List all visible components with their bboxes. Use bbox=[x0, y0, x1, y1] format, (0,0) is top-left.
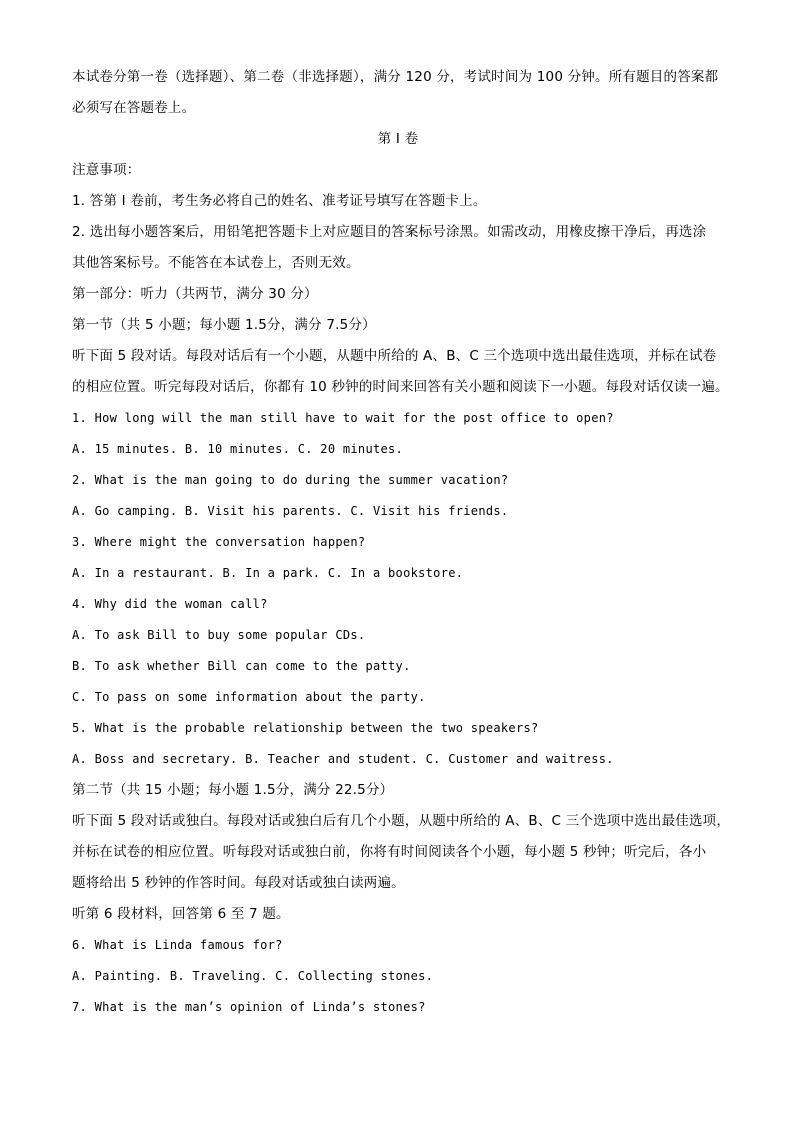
question-4: 4. Why did the woman call? bbox=[72, 597, 268, 611]
question-6-options: A. Painting. B. Traveling. C. Collecting stones. bbox=[72, 969, 434, 983]
question-4-option-b: B. To ask whether Bill can come to the patty. bbox=[72, 659, 411, 673]
question-1-options: A. 15 minutes. B. 10 minutes. C. 20 minutes. bbox=[72, 442, 404, 456]
section2-instruction-line-2: 并标在试卷的相应位置。听每段对话或独白前，你将有时间阅读各个小题，每小题 5 秒钟；听完后，各小 bbox=[72, 844, 707, 860]
section1-instruction-line-1: 听下面 5 段对话。每段对话后有一个小题，从题中所给的 A、B、C 三个选项中选出最佳选项，并标在试卷 bbox=[72, 348, 717, 364]
question-4-option-a: A. To ask Bill to buy some popular CDs. bbox=[72, 628, 366, 642]
notice-item-2-line-1: 2. 选出每小题答案后，用铅笔把答题卡上对应题目的答案标号涂黑。如需改动，用橡皮擦干净后，再选涂 bbox=[72, 224, 707, 240]
material-note: 听第 6 段材料，回答第 6 至 7 题。 bbox=[72, 906, 290, 922]
notice-item-2-line-2: 其他答案标号。不能答在本试卷上，否则无效。 bbox=[72, 255, 360, 271]
intro-line-2: 必须写在答题卷上。 bbox=[72, 100, 196, 116]
question-2-options: A. Go camping. B. Visit his parents. C. Visit his friends. bbox=[72, 504, 509, 518]
intro-line-1: 本试卷分第一卷（选择题）、第二卷（非选择题），满分 120 分，考试时间为 100 分钟。所有题目的答案都 bbox=[72, 69, 719, 85]
notice-heading: 注意事项： bbox=[72, 162, 141, 178]
section1-instruction-line-2: 的相应位置。听完每段对话后，你都有 10 秒钟的时间来回答有关小题和阅读下一小题。每段对话仅读一遍。 bbox=[72, 379, 729, 395]
section2-instruction-line-1: 听下面 5 段对话或独白。每段对话或独白后有几个小题，从题中所给的 A、B、C 三个选项中选出最佳选项， bbox=[72, 813, 731, 829]
question-4-option-c: C. To pass on some information about the party. bbox=[72, 690, 426, 704]
section2-heading: 第二节（共 15 小题；每小题 1.5分，满分 22.5分） bbox=[72, 782, 394, 798]
question-2: 2. What is the man going to do during the summer vacation? bbox=[72, 473, 509, 487]
notice-item-1: 1. 答第 I 卷前，考生务必将自己的姓名、准考证号填写在答题卡上。 bbox=[72, 193, 487, 209]
question-3-options: A. In a restaurant. B. In a park. C. In a bookstore. bbox=[72, 566, 464, 580]
part1-heading: 第一部分：听力（共两节，满分 30 分） bbox=[72, 286, 318, 302]
section2-instruction-line-3: 题将给出 5 秒钟的作答时间。每段对话或独白读两遍。 bbox=[72, 875, 405, 891]
question-3: 3. Where might the conversation happen? bbox=[72, 535, 366, 549]
exam-page bbox=[72, 62, 731, 1023]
question-7: 7. What is the man’s opinion of Linda’s stones? bbox=[72, 1000, 426, 1014]
section1-heading: 第一节（共 5 小题；每小题 1.5分，满分 7.5分） bbox=[72, 317, 376, 333]
question-1: 1. How long will the man still have to wait for the post office to open? bbox=[72, 411, 614, 425]
question-5: 5. What is the probable relationship between the two speakers? bbox=[72, 721, 539, 735]
question-5-options: A. Boss and secretary. B. Teacher and student. C. Customer and waitress. bbox=[72, 752, 614, 766]
question-6: 6. What is Linda famous for? bbox=[72, 938, 283, 952]
volume-title: 第 I 卷 bbox=[377, 131, 419, 147]
